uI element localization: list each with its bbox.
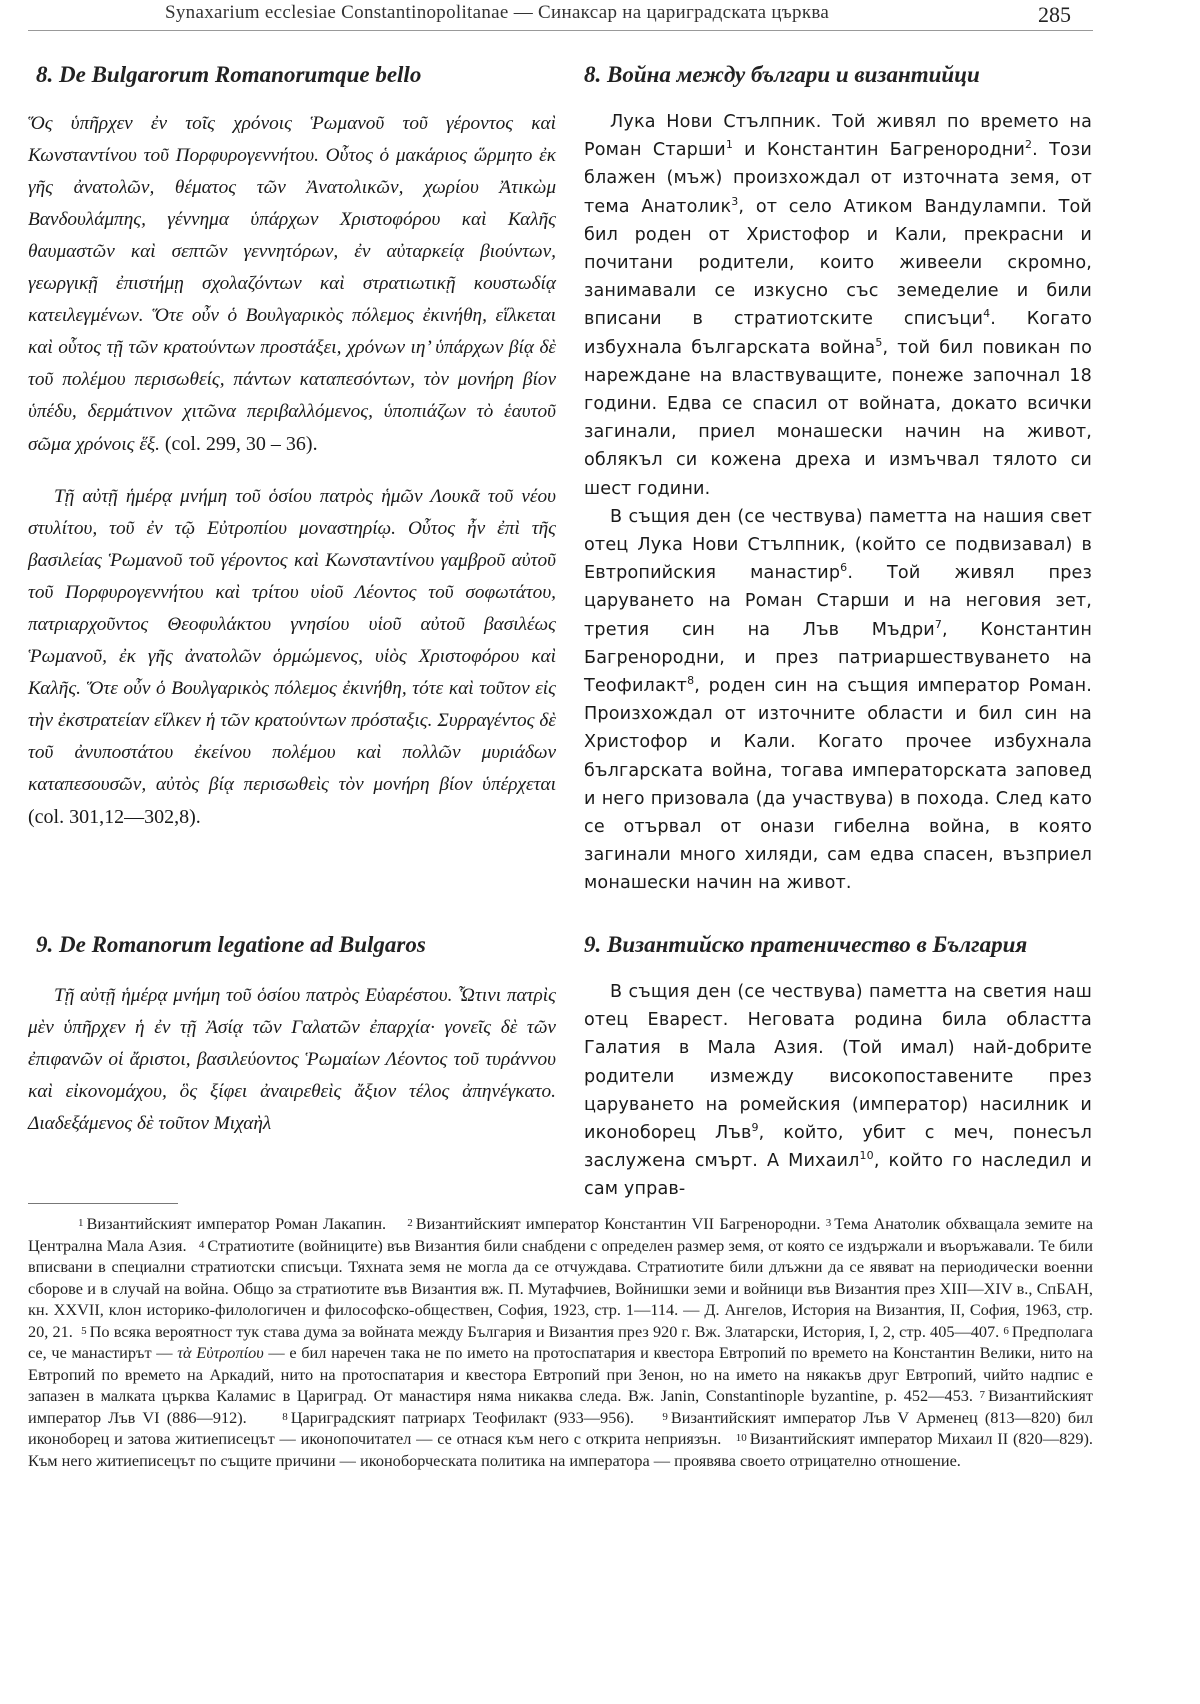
section9-latin-heading: 9. De Romanorum legatione ad Bulgaros [36,932,426,957]
bg-paragraph-3 [584,978,1092,1204]
section8-bg-heading: 8. Война между българи и византийци [584,62,980,87]
greek-paragraph-3: Τῇ αὐτῇ ἡμέρᾳ μνήμη τοῦ ὁσίου πατρὸς Εὐαρέστου. Ὧτινι πατρὶς μὲν ὑπῆρχεν ἡ ἐν τῇ Ἀσίᾳ τῶν Γαλατῶν ἐπαρχία· γονεῖς δὲ τῶν ἐπιφανῶν οἱ ἄριστοι, βασιλεύοντος Ῥωμαίων Λέοντος τοῦ τυράννου καὶ εἰκονομάχου, ὃς ξίφει ἀναιρεθεὶς ἄξιον τέλος ἀπηνέγκατο. Διαδεξάμενος δὲ τοῦτον Μιχαὴλ [28,985,556,1134]
bg-text: В същия ден (се чествува) паметта на нашия свет отец Лука Нови Стълпник, (който се подвизавал) в Евтропийския манастир [584,506,1092,584]
footnote-ref[interactable]: 10 [859,1149,874,1163]
footnote-text: Цариградският патриарх Теофилакт (933—956). [290,1407,634,1427]
section9-latin-heading-block [28,932,556,958]
header-rule [28,30,1093,31]
bg-text: , роден син на същия император Роман. Произхождал от източните области и бил син на Христофор и Кали. Когато прочее избухнала българската война, тогава императорската заповед и него призовала (да участвува) в похода. След като се отървал от онази гибелна война, в която загинали много хиляди, сам едва спасен, възприел монашески начин на живот. [584,676,1092,894]
footnote-text: Предполага се, че манастирът — [28,1321,1093,1362]
footnote-number: 8 [282,1410,288,1423]
bg-text: , който, убит с меч, понесъл заслужена смърт. А Михаил [584,1123,1092,1172]
section8-greek-column [28,108,556,834]
bg-text: . Той живял през царуването на Роман Старши и на неговия зет, третия син на Лъв Мъдри [584,563,1092,640]
greek-citation-2: (col. 301,12—302,8). [28,806,201,828]
footnote-number: 9 [662,1410,668,1423]
bg-text: , той бил повикан по нареждане на властвуващите, понеже започнал 18 години. Едва се спасил от войната, докато всички загинали, приел монашески начин на живот, облякъл си кожена дреха и измъчвал тялото си шест години. [584,337,1092,499]
footnote-number: 4 [198,1238,205,1251]
footnote-text: Византийският император Константин VII Багренородни. [415,1214,821,1233]
footnote-ref[interactable]: 7 [934,617,943,631]
footnote-ref[interactable]: 9 [751,1121,759,1135]
footnote-ref[interactable]: 3 [731,194,739,208]
footnote-ref[interactable]: 2 [1025,138,1033,152]
bg-text: В същия ден (се чествува) паметта на светия наш отец Еварест. Неговата родина била областта Галатия в Мала Азия. (Той имал) най-добрите родители измежду високопоставените през царуването на ромейския (император) насилник и иконоборец Лъв [584,982,1092,1144]
footnote-text: Византийският император Лъв VI (886—912). [28,1386,1093,1427]
page-number: 285 [1038,2,1071,27]
footnote-text: Византийският император Роман Лакапин. [86,1214,387,1233]
footnote-number: 2 [407,1217,413,1229]
greek-text: Τῇ αὐτῇ ἡμέρᾳ μνήμη τοῦ ὁσίου πατρὸς ἡμῶν Λουκᾶ τοῦ νέου στυλίτου, τοῦ ἐν τῷ Εὐτροπίου μοναστηρίῳ. Οὗτος ἦν ἐπὶ τῆς βασιλείας Ῥωμανοῦ τοῦ γέροντος καὶ Κωνσταντίνου γαμβροῦ αὐτοῦ τοῦ Πορφυρογεννήτου καὶ τρίτου υἱοῦ Λέοντος τοῦ σοφωτάτου, πατριαρχοῦντος Θεοφυλάκτου γνησίου υἱοῦ αὐτοῦ βασιλέως Ῥωμανοῦ, ἐκ γῆς ἀνατολῶν ὁρμώμενος, υἱὸς Χριστοφόρου καὶ Καλῆς. Ὅτε οὖν ὁ Βουλγαρικὸς πόλεμος ἐκινήθη, τότε καὶ τοῦτον εἰς τὴν ἐκστρατείαν εἵλκεν ἡ τῶν κρατούντων πρόσταξις. Συρραγέντος δὲ τοῦ ἀνυποστάτου ἐκείνου πολέμου καὶ πολλῶν μυριάδων καταπεσουσῶν, αὐτὸς βίᾳ περισωθεὶς τὸν μονήρη βίον ὑπέρχεται [28,486,556,795]
bg-text: и Константин Багренородни [732,140,1025,161]
footnote-text: Стратиотите (войниците) във Византия били снабдени с определен размер земя, от която се издържали и въоръжавали. Те били вписвани в специални стратиотски списъци. Тяхната земя не могла да се отчуждава. Стратиотите били длъжни да се явяват на периодически военни сборове и в случай на война. Общо за стратиотите във Византия вж. П. Мутафчиев, Войнишки земи и войници във Византия през XIII—XIV в., СпБАН, кн. XXVII, клон историко-филологичен и философско-обществен, София, 1923, стр. 1—114. — Д. Ангелов, История на Византия, II, София, 1963, стр. 20, 21. [28,1235,1093,1341]
bg-paragraph-2 [584,503,1092,898]
footnote-number: 5 [81,1324,87,1337]
footnote-ref[interactable]: 1 [725,138,733,152]
bg-text: , Константин Багренородни, и през патриаршествуването на Теофилакт [584,619,1092,697]
section8-latin-heading-block [28,62,556,88]
bg-text: . Този блажен (мъж) произхождал от източната земя, от тема Анатолик [584,140,1093,217]
section8-bg-heading-block [584,62,1092,88]
footnote-rule [28,1203,178,1204]
footnote-ref[interactable]: 6 [840,561,848,575]
footnote-number: 6 [1003,1324,1009,1337]
footnote-number: 3 [825,1217,832,1229]
footnote-number: 10 [735,1432,747,1444]
greek-paragraph-2 [28,481,556,834]
section9-bg-heading: 9. Византийско пратеничество в България [584,932,1028,957]
bg-text: . Когато избухнала българската война [584,309,1092,358]
greek-text: Ὅς ὑπῆρχεν ἐν τοῖς χρόνοις Ῥωμανοῦ τοῦ γέροντος καὶ Κωνσταντίνου τοῦ Πορφυρογεννήτου. Οὗτος ὁ μακάριος ὥρμητο ἐκ γῆς ἀνατολῶν, θέματος τῶν Ἀνατολικῶν, χωρίου Ἀτικὼμ Βανδουλάμπης, γέννημα ὑπάρχων Χριστοφόρου καὶ Καλῆς θαυμαστῶν καὶ σεπτῶν γεννητόρων, ἐν αὐταρκείᾳ βιούντων, γεωργικῇ ἐπιστήμῃ σχολαζόντων καὶ στρατιωτικῇ κουστωδίᾳ κατειλεγμένων. Ὅτε οὖν ὁ Βουλγαρικὸς πόλεμος ἐκινήθη, εἵλκεται καὶ οὗτος τῇ τῶν κρατούντων προστάξει, χρόνων ιη’ ὑπάρχων βίᾳ δὲ τοῦ πολέμου περισωθείς, πάντων καταπεσόντων, τὸν μονήρη βίον ὑπέδυ, δερμάτινον χιτῶνα περιβαλλόμενος, ὑποπιάζων τὸ ἑαυτοῦ σῶμα χρόνοις ἕξ. [28,113,556,455]
bg-text: , който го наследил и сам управ- [584,1151,1092,1200]
greek-paragraph-1 [28,108,556,461]
footnote-text: — е бил наречен така не по името на протоспатария и квестора Евтропий по времето на Константин Велики, нито на Евтропий по времето на Аркадий, нито на протоспатария и квестора Евтропий при Зенон, но на името на някакъв друг Евтропий, чийто надпис е запазен в малката църква Каламис в Цариград. От манастиря няма никаква следа. Вж. Janin, Constantinople byzantine, p. 452—453. [28,1343,1093,1405]
bg-text: , от село Атиком Вандулампи. Той бил роден от Христофор и Кали, прекрасни и почитани родители, които живеели скромно, занимавали се изкусно със земеделие и били вписани в стратиотските списъци [584,196,1093,330]
footnote-number: 1 [78,1217,84,1229]
footnote-text: Византийският император Михаил II (820—829). Към него житиеписецът по същите причини — иконоборческата политика на императора — проявява своето отрицателно отношение. [28,1429,1093,1470]
greek-citation-1: (col. 299, 30 – 36). [164,433,318,455]
section9-greek-column [28,980,556,1140]
footnotes [28,1213,1093,1471]
footnote-text: По всяка вероятност тук става дума за войната между България и Византия през 920 г. Вж. Златарски, История, I, 2, стр. 405—407. [89,1321,1000,1341]
footnote-text: Византийският император Лъв V Арменец (813—820) бил иконоборец и затова житиеписецът — иконопочитател — се отнася към него с открита неприязън. [28,1407,1094,1448]
running-header: Synaxarium ecclesiae Constantinopolitanae — Синаксар на цариградската църква [165,2,830,23]
section8-latin-heading: 8. De Bulgarorum Romanorumque bello [36,62,422,87]
bg-text: Лука Нови Стълпник. Той живял по времето на Роман Старши [584,112,1092,161]
section9-bg-heading-block [584,932,1092,958]
footnote-ref[interactable]: 8 [687,674,695,688]
footnote-greek-term: τὰ Εὐτροπίου [177,1343,264,1362]
footnote-ref[interactable]: 4 [983,307,991,321]
section9-bg-column [584,978,1092,1204]
footnote-number: 7 [979,1389,986,1401]
section8-bg-column [584,108,1092,898]
bg-paragraph-1 [584,108,1092,503]
footnote-text: Тема Анатолик обхващала земите на Централна Мала Азия. [28,1214,1093,1255]
footnote-ref[interactable]: 5 [875,335,883,349]
